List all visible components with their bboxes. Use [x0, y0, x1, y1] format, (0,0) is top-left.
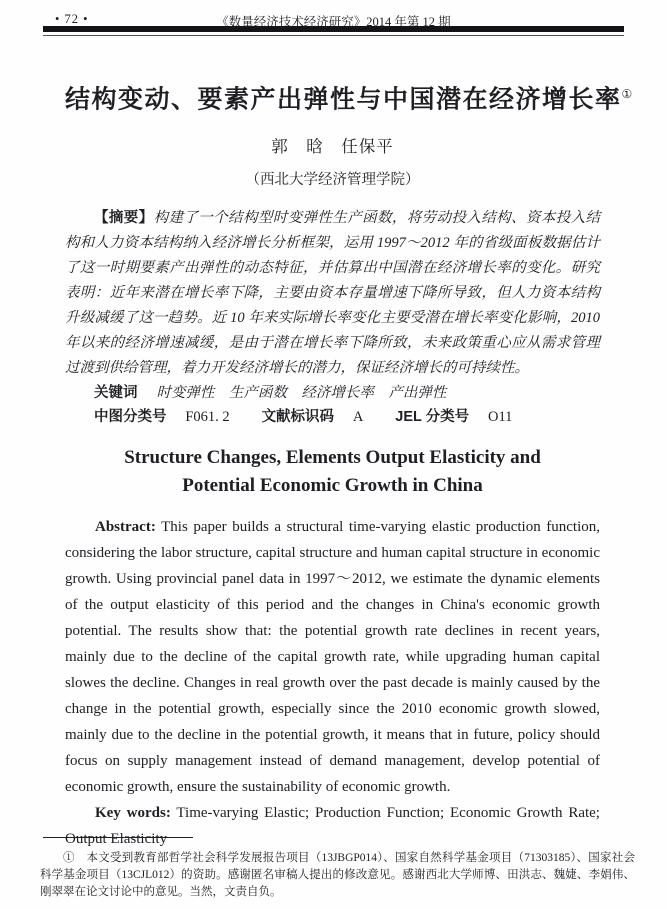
keywords-en-text: Time-varying Elastic; Production Function; Economic Growth Rate; Output Elasticity: [65, 805, 600, 848]
abstract-zh-text: 构建了一个结构型时变弹性生产函数，将劳动投入结构、资本投入结构和人力资本结构纳入经济增长分析框架，运用 1997～2012 年的省级面板数据估计了这一时期要素产出弹性的动态特征，并估算出中国潜在经济增长率的变化。研究表明：近年来潜在增长率下降，主要由资本存量增速下降所导致，但人力资本结构升级减缓了这一趋势。近 10 年来实际增长率变化主要受潜在增长率变化影响，2010 年以来的经济增速减缓，是由于潜在增长率下降所致，未来政策重心应从需求管理过渡到供给管理，着力开发经济增长的潜力，保证经济增长的可持续性。: [65, 210, 600, 377]
page-header: [0, 0, 667, 29]
clc-label: 中图分类号: [94, 409, 167, 426]
doc-code-label: 文献标识码: [261, 409, 335, 426]
page-number: • 72 •: [55, 12, 89, 26]
keywords-en-paragraph: [65, 800, 600, 852]
footnote-divider: [43, 837, 193, 838]
article-title-en: [65, 444, 600, 500]
keywords-en-label: Key words:: [95, 805, 171, 822]
keywords-row: [65, 381, 600, 405]
doc-code-value: A: [352, 409, 364, 426]
abstract-en-paragraph: [65, 514, 600, 800]
article-title-text: 结构变动、要素产出弹性与中国潜在经济增长率: [65, 86, 622, 114]
footnote-text: 本文受到教育部哲学社会科学发展报告项目（13JBGP014）、国家自然科学基金项目（71303185）、国家社会科学基金项目（13CJL012）的资助。感谢匿名审稿人提出的修改意见。感谢西北大学师博、田洪志、魏婕、李娟伟、刚翠翠在论文讨论中的意见。当然，文责自负。: [40, 852, 635, 898]
keywords-values: 时变弹性 生产函数 经济增长率 产出弹性: [156, 385, 447, 402]
clc-value: F061. 2: [185, 409, 230, 426]
affiliation-line: （西北大学经济管理学院）: [245, 172, 420, 189]
footnote-paragraph: [40, 850, 635, 901]
authors-line: 郭 晗 任保平: [271, 137, 394, 157]
article-title-zh: [65, 78, 634, 116]
title-en-line2: Potential Economic Growth in China: [182, 475, 483, 497]
journal-issue-title: 《数量经济技术经济研究》2014 年第 12 期: [216, 15, 451, 29]
classification-row: [65, 405, 600, 429]
jel-label: JEL 分类号: [395, 409, 470, 426]
abstract-zh-label: 【摘要】: [94, 210, 154, 227]
header-rule-thin: [43, 35, 624, 36]
abstract-en-text: This paper builds a structural time-varying elastic production function, considering the labor structure, capital structure and human capital structure in economic growth. Using provincial panel data in 1997～2012, we estimate the dynamic elements of the output elasticity of this period and the changes in China's economic growth potential. The results show that: the potential growth rate declines in recent years, mainly due to the decline of the capital growth rate, while upgrading human capital slowes the decline. Changes in real growth over the past decade is mainly caused by the change in the potential growth, especially since the 2010 economic growth slowed, mainly due to the decline in the potential growth, it means that in future, policy should focus on supply management instead of demand management, develop potential of economic growth, ensure the sustainability of economic growth.: [65, 519, 600, 796]
jel-value: O11: [487, 409, 513, 426]
keywords-label: 关键词: [94, 385, 138, 402]
abstract-en-label: Abstract:: [95, 519, 156, 536]
footnote-mark: ①: [63, 852, 75, 864]
abstract-zh-paragraph: [65, 206, 600, 381]
article-body: [0, 78, 667, 852]
title-en-line1: Structure Changes, Elements Output Elasticity and: [124, 447, 541, 469]
title-footnote-ref: ①: [621, 87, 634, 101]
